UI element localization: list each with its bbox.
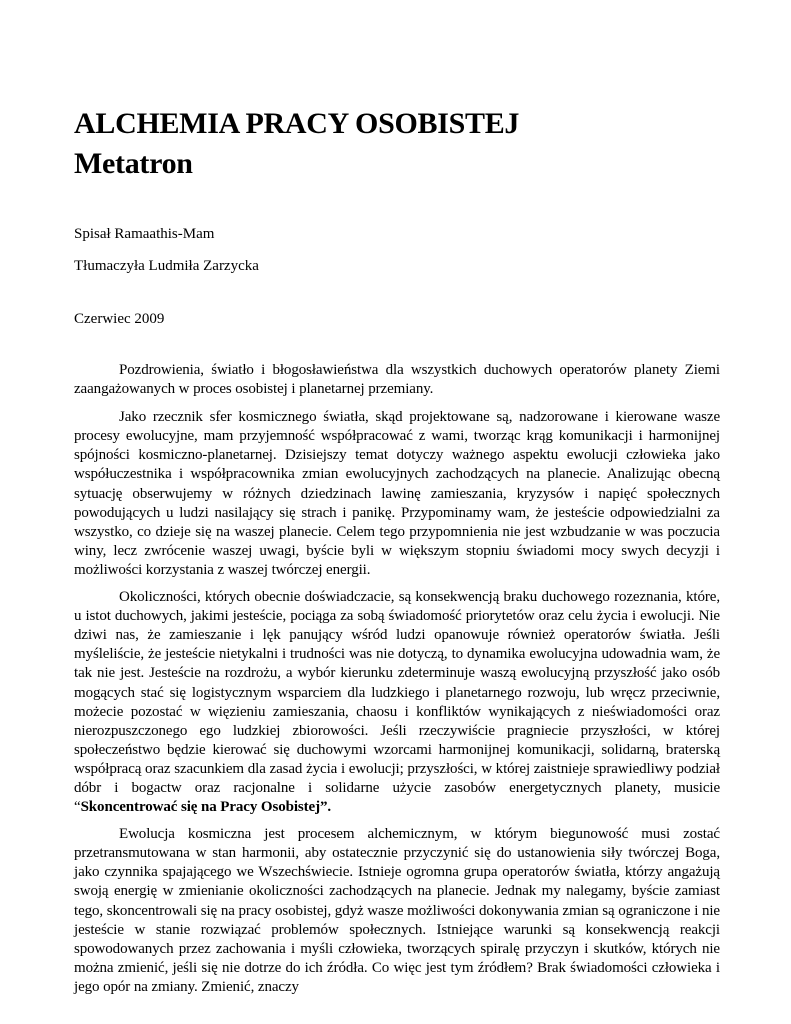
- paragraph-text: Okoliczności, których obecnie doświadczacie, są konsekwencją braku duchowego rozeznania, które, u istot duchowych, jakimi jesteście, pociąga za sobą świadomość priorytetów oraz celu życia i ewolucji. Nie dziwi nas, że zamieszanie i lęk panujący wśród ludzi opanowuje również operatorów światła. Jeśli myśleliście, że jesteście nietykalni i trudności was nie dotyczą, to dynamika ewolucyjna udowadnia wam, że tak nie jest. Jesteście na rozdrożu, a wybór kierunku zdeterminuje waszą ewolucyjną przyszłość jako osób mogących stać się logistycznym wsparciem dla ludzkiego i planetarnego rozwoju, lub wręcz przeciwnie, możecie pozostać w więzieniu zamieszania, chaosu i konfliktów wynikających z nieświadomości oraz nierozpuszczonego ego ludzkiej zbiorowości. Jeśli rzeczywiście pragniecie przyszłości, w której społeczeństwo będzie kierować się duchowymi wzorcami harmonijnej komunikacji, solidarną, braterską współpracą oraz szacunkiem dla zasad życia i ewolucji; przyszłości, w której zaistnieje sprawiedliwy podział dóbr i bogactw oraz racjonalne i solidarne użycie zasobów energetycznych planety, musicie “: [74, 589, 720, 816]
- paragraph: [74, 588, 720, 817]
- author-line: Spisał Ramaathis-Mam: [74, 226, 215, 242]
- document-page: [74, 104, 720, 997]
- emphasis-text: Skoncentrować się na Pracy Osobistej”.: [80, 799, 332, 816]
- date-line: Czerwiec 2009: [74, 311, 165, 327]
- translator-line: Tłumaczyła Ludmiła Zarzycka: [74, 258, 259, 274]
- paragraph: Ewolucja kosmiczna jest procesem alchemicznym, w którym biegunowość musi zostać przetransmutowana w stan harmonii, aby ostatecznie przyczynić się do ustanowienia siły twórczej Boga, jako czynnika spajającego we Wszechświecie. Istnieje ogromna grupa operatorów światła, którzy angażują swoją energię w zmienianie okoliczności zachodzących na planecie. Jednak my nalegamy, byście zamiast tego, skoncentrowali się na pracy osobistej, gdyż wasze możliwości dokonywania zmian są ograniczone i nie jesteście w stanie rozwiązać problemów społecznych. Istniejące warunki są konsekwencją reakcji spowodowanych przez zachowania i myśli człowieka, tworzących spiralę przyczyn i skutków, których nie można zmienić, jeśli się nie dotrze do ich źródła. Co więc jest tym źródłem? Brak świadomości człowieka i jego opór na zmiany. Zmienić, znaczy: [74, 826, 720, 995]
- document-title: ALCHEMIA PRACY OSOBISTEJ: [74, 107, 520, 140]
- paragraph: Pozdrowienia, światło i błogosławieństwa dla wszystkich duchowych operatorów planety Ziemi zaangażowanych w proces osobistej i planetarnej przemiany.: [74, 362, 720, 398]
- paragraph: Jako rzecznik sfer kosmicznego światła, skąd projektowane są, nadzorowane i kierowane wasze procesy ewolucyjne, mam przyjemność współpracować z wami, tworząc krąg komunikacji i harmonijnej spójności kosmiczno-planetarnej. Dzisiejszy temat dotyczy ważnego aspektu ewolucji człowieka jako współuczestnika i współpracownika zmian ewolucyjnych zachodzących na planecie. Analizując obecną sytuację obserwujemy w różnych dziedzinach lawinę zamieszania, kryzysów i napięć społecznych powodujących u ludzi nasilający się strach i panikę. Przypominamy wam, że jesteście odpowiedzialni za wszystko, co dzieje się na waszej planecie. Celem tego przypomnienia nie jest wzbudzanie w was poczucia winy, lecz zwrócenie waszej uwagi, byście byli w większym stopniu świadomi mocy swych decyzji i możliwości korzystania z waszej twórczej energii.: [74, 409, 720, 578]
- document-subtitle: Metatron: [74, 147, 193, 180]
